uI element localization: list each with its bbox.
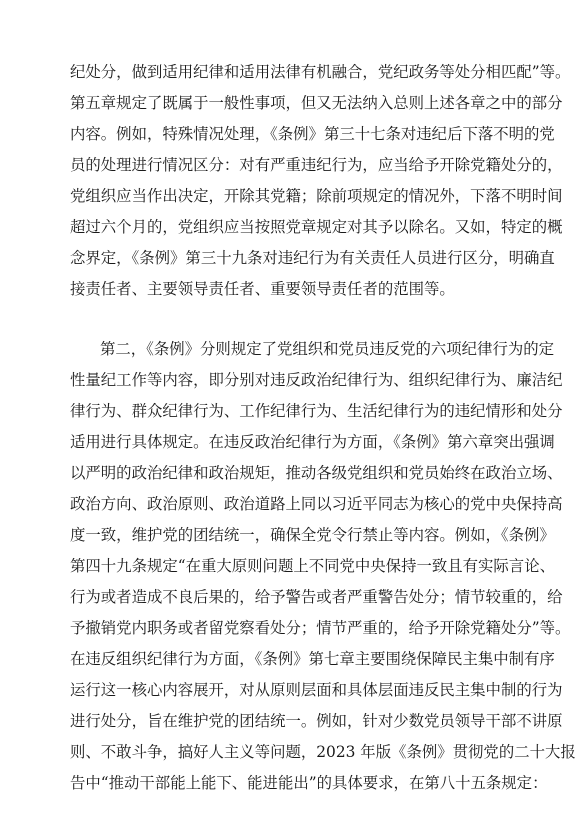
text-line: 党组织应当作出决定，开除其党籍；除前项规定的情况外，下落不明时间 — [70, 187, 563, 205]
text-line: 政治方向、政治原则、政治道路上同以习近平同志为核心的党中央保持高 — [70, 495, 563, 513]
text-line: 适用进行具体规定。在违反政治纪律行为方面，《条例》第六章突出强调 — [70, 433, 555, 451]
text-line: 行为或者造成不良后果的，给予警告或者严重警告处分；情节较重的，给 — [70, 588, 563, 606]
text-line: 第五章规定了既属于一般性事项，但又无法纳入总则上述各章之中的部分 — [70, 94, 563, 112]
text-line: 运行这一核心内容展开，对从原则层面和具体层面违反民主集中制的行为 — [70, 681, 563, 699]
text-line: 以严明的政治纪律和政治规矩，推动各级党组织和党员始终在政治立场、 — [70, 464, 563, 482]
text-line: 性量纪工作等内容，即分别对违反政治纪律行为、组织纪律行为、廉洁纪 — [70, 371, 563, 389]
text-line: 在违反组织纪律行为方面，《条例》第七章主要围绕保障民主集中制有序 — [70, 650, 555, 668]
text-line: 告中“推动干部能上能下、能进能出”的具体要求，在第八十五条规定： — [70, 774, 548, 792]
text-line: 接责任者、主要领导责任者、重要领导责任者的范围等。 — [70, 280, 455, 298]
text-line: 予撤销党内职务或者留党察看处分；情节严重的，给予开除党籍处分”等。 — [70, 619, 571, 637]
text-line: 第二，《条例》分则规定了党组织和党员违反党的六项纪律行为的定 — [100, 340, 555, 358]
text-line: 进行处分，旨在维护党的团结统一。例如，针对少数党员领导干部不讲原 — [70, 712, 563, 730]
text-line: 超过六个月的，党组织应当按照党章规定对其予以除名。又如，特定的概 — [70, 218, 563, 236]
text-line: 念界定，《条例》第三十九条对违纪行为有关责任人员进行区分，明确直 — [70, 249, 555, 267]
text-line: 律行为、群众纪律行为、工作纪律行为、生活纪律行为的违纪情形和处分 — [70, 402, 563, 420]
text-line: 第四十九条规定“在重大原则问题上不同党中央保持一致且有实际言论、 — [70, 557, 555, 575]
text-line: 内容。例如，特殊情况处理，《条例》第三十七条对违纪后下落不明的党 — [70, 125, 555, 143]
text-line: 员的处理进行情况区分：对有严重违纪行为，应当给予开除党籍处分的， — [70, 156, 563, 174]
text-line: 则、不敢斗争，搞好人主义等问题，2023 年版《条例》贯彻党的二十大报 — [70, 743, 576, 761]
text-line: 纪处分，做到适用纪律和适用法律有机融合，党纪政务等处分相匹配”等。 — [70, 63, 571, 81]
text-line: 度一致，维护党的团结统一，确保全党令行禁止等内容。例如，《条例》 — [70, 526, 555, 544]
